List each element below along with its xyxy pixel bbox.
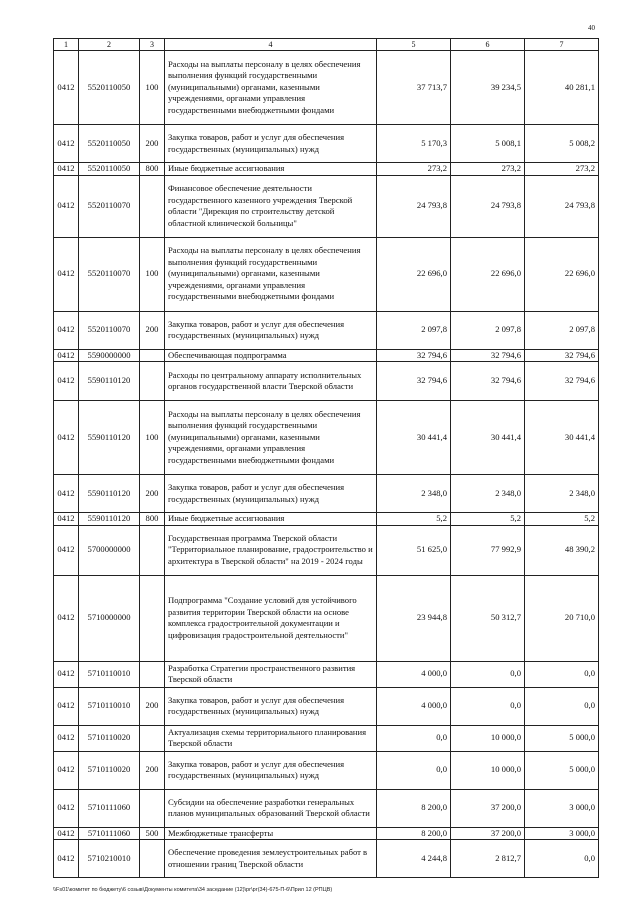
amount-year2-cell: 37 200,0 — [451, 789, 525, 827]
amount-year3-cell: 2 097,8 — [525, 311, 599, 349]
item-name-cell: Обеспечивающая подпрограмма — [165, 349, 377, 362]
amount-year1-cell: 0,0 — [377, 751, 451, 789]
target-article-cell: 5710111060 — [79, 789, 140, 827]
table-row — [54, 840, 599, 878]
table-row — [54, 237, 599, 311]
amount-year1-cell: 4 244,8 — [377, 840, 451, 878]
section-code-cell: 0412 — [54, 687, 79, 725]
amount-year3-cell: 3 000,0 — [525, 789, 599, 827]
amount-year1-cell: 30 441,4 — [377, 401, 451, 475]
target-article-cell: 5520110050 — [79, 125, 140, 163]
item-name-cell: Расходы по центральному аппарату исполнительных органов государственной власти Тверской области — [165, 362, 377, 401]
page-number: 40 — [588, 24, 595, 32]
target-article-cell: 5520110070 — [79, 175, 140, 237]
item-name-cell: Подпрограмма "Создание условий для устойчивого развития территории Тверской области на основе комплекса градостроительной документации и цифровизация градостроительной деятельности" — [165, 575, 377, 661]
expense-type-cell — [140, 840, 165, 878]
target-article-cell: 5710110020 — [79, 751, 140, 789]
amount-year3-cell: 3 000,0 — [525, 827, 599, 840]
expense-type-cell: 200 — [140, 751, 165, 789]
expense-type-cell: 200 — [140, 687, 165, 725]
amount-year3-cell: 40 281,1 — [525, 51, 599, 125]
table-row — [54, 789, 599, 827]
amount-year2-cell: 5,2 — [451, 513, 525, 526]
amount-year2-cell: 39 234,5 — [451, 51, 525, 125]
file-path-footer: \\Fs01\комитет по бюджету\6 созыв\Документы комитета\34 заседание (12)\рг\рг(34)-675-П-6\Прил 12 (РПЦВ) — [53, 887, 333, 893]
target-article-cell: 5710110010 — [79, 661, 140, 687]
amount-year2-cell: 77 992,9 — [451, 525, 525, 575]
table-row — [54, 311, 599, 349]
amount-year3-cell: 32 794,6 — [525, 349, 599, 362]
amount-year2-cell: 2 097,8 — [451, 311, 525, 349]
table-row — [54, 51, 599, 125]
target-article-cell: 5590110120 — [79, 362, 140, 401]
table-row — [54, 349, 599, 362]
item-name-cell: Финансовое обеспечение деятельности государственного казенного учреждения Тверской области "Дирекция по строительству детской областной клинической больницы" — [165, 175, 377, 237]
amount-year3-cell: 5 000,0 — [525, 751, 599, 789]
section-code-cell: 0412 — [54, 125, 79, 163]
amount-year2-cell: 5 008,1 — [451, 125, 525, 163]
table-row — [54, 362, 599, 401]
column-header: 7 — [525, 39, 599, 51]
amount-year3-cell: 32 794,6 — [525, 362, 599, 401]
amount-year2-cell: 273,2 — [451, 163, 525, 176]
section-code-cell: 0412 — [54, 237, 79, 311]
expense-type-cell — [140, 362, 165, 401]
amount-year1-cell: 32 794,6 — [377, 349, 451, 362]
expense-type-cell — [140, 575, 165, 661]
expense-type-cell: 800 — [140, 163, 165, 176]
amount-year1-cell: 0,0 — [377, 725, 451, 751]
expense-type-cell: 100 — [140, 51, 165, 125]
amount-year1-cell: 2 348,0 — [377, 475, 451, 513]
amount-year2-cell: 10 000,0 — [451, 751, 525, 789]
table-row — [54, 661, 599, 687]
amount-year3-cell: 30 441,4 — [525, 401, 599, 475]
section-code-cell: 0412 — [54, 175, 79, 237]
amount-year3-cell: 0,0 — [525, 840, 599, 878]
expense-type-cell — [140, 661, 165, 687]
amount-year2-cell: 30 441,4 — [451, 401, 525, 475]
table-row — [54, 725, 599, 751]
table-row — [54, 475, 599, 513]
expense-type-cell: 200 — [140, 311, 165, 349]
amount-year1-cell: 32 794,6 — [377, 362, 451, 401]
amount-year1-cell: 8 200,0 — [377, 827, 451, 840]
section-code-cell: 0412 — [54, 725, 79, 751]
column-header: 3 — [140, 39, 165, 51]
item-name-cell: Расходы на выплаты персоналу в целях обеспечения выполнения функций государственными (муниципальными) органами, казенными учреждениями, органами управления государственными внебюджетными фондами — [165, 237, 377, 311]
amount-year1-cell: 51 625,0 — [377, 525, 451, 575]
amount-year2-cell: 22 696,0 — [451, 237, 525, 311]
table-row — [54, 163, 599, 176]
target-article-cell: 5520110050 — [79, 163, 140, 176]
target-article-cell: 5520110050 — [79, 51, 140, 125]
section-code-cell: 0412 — [54, 789, 79, 827]
amount-year1-cell: 24 793,8 — [377, 175, 451, 237]
expense-type-cell — [140, 725, 165, 751]
amount-year2-cell: 32 794,6 — [451, 362, 525, 401]
expense-type-cell — [140, 349, 165, 362]
amount-year2-cell: 24 793,8 — [451, 175, 525, 237]
item-name-cell: Межбюджетные трансферты — [165, 827, 377, 840]
amount-year2-cell: 50 312,7 — [451, 575, 525, 661]
item-name-cell: Расходы на выплаты персоналу в целях обеспечения выполнения функций государственными (муниципальными) органами, казенными учреждениями, органами управления государственными внебюджетными фондами — [165, 401, 377, 475]
item-name-cell: Закупка товаров, работ и услуг для обеспечения государственных (муниципальных) нужд — [165, 311, 377, 349]
amount-year1-cell: 8 200,0 — [377, 789, 451, 827]
column-header: 4 — [165, 39, 377, 51]
expense-type-cell: 200 — [140, 125, 165, 163]
expense-type-cell: 100 — [140, 237, 165, 311]
expense-type-cell — [140, 175, 165, 237]
section-code-cell: 0412 — [54, 362, 79, 401]
table-row — [54, 175, 599, 237]
amount-year1-cell: 273,2 — [377, 163, 451, 176]
amount-year1-cell: 23 944,8 — [377, 575, 451, 661]
table-row — [54, 513, 599, 526]
amount-year2-cell: 10 000,0 — [451, 725, 525, 751]
budget-table — [53, 38, 599, 878]
item-name-cell: Государственная программа Тверской области "Территориальное планирование, градостроительство и архитектура в Тверской области" на 2019 - 2024 годы — [165, 525, 377, 575]
table-header-row — [54, 39, 599, 51]
target-article-cell: 5710110010 — [79, 687, 140, 725]
expense-type-cell: 100 — [140, 401, 165, 475]
amount-year3-cell: 5 000,0 — [525, 725, 599, 751]
amount-year3-cell: 20 710,0 — [525, 575, 599, 661]
expense-type-cell: 800 — [140, 513, 165, 526]
expense-type-cell: 500 — [140, 827, 165, 840]
table-row — [54, 751, 599, 789]
target-article-cell: 5590000000 — [79, 349, 140, 362]
target-article-cell: 5590110120 — [79, 401, 140, 475]
target-article-cell: 5590110120 — [79, 513, 140, 526]
amount-year3-cell: 5,2 — [525, 513, 599, 526]
amount-year3-cell: 24 793,8 — [525, 175, 599, 237]
table-row — [54, 401, 599, 475]
target-article-cell: 5710111060 — [79, 827, 140, 840]
target-article-cell: 5520110070 — [79, 311, 140, 349]
table-row — [54, 125, 599, 163]
amount-year1-cell: 2 097,8 — [377, 311, 451, 349]
amount-year3-cell: 0,0 — [525, 661, 599, 687]
item-name-cell: Закупка товаров, работ и услуг для обеспечения государственных (муниципальных) нужд — [165, 125, 377, 163]
amount-year2-cell: 0,0 — [451, 661, 525, 687]
item-name-cell: Обеспечение проведения землеустроительных работ в отношении границ Тверской области — [165, 840, 377, 878]
amount-year1-cell: 4 000,0 — [377, 687, 451, 725]
section-code-cell: 0412 — [54, 349, 79, 362]
amount-year3-cell: 5 008,2 — [525, 125, 599, 163]
amount-year1-cell: 5,2 — [377, 513, 451, 526]
item-name-cell: Расходы на выплаты персоналу в целях обеспечения выполнения функций государственными (муниципальными) органами, казенными учреждениями, органами управления государственными внебюджетными фондами — [165, 51, 377, 125]
table-row — [54, 687, 599, 725]
item-name-cell: Иные бюджетные ассигнования — [165, 513, 377, 526]
target-article-cell: 5700000000 — [79, 525, 140, 575]
amount-year2-cell: 0,0 — [451, 687, 525, 725]
section-code-cell: 0412 — [54, 513, 79, 526]
expense-type-cell: 200 — [140, 475, 165, 513]
section-code-cell: 0412 — [54, 751, 79, 789]
item-name-cell: Закупка товаров, работ и услуг для обеспечения государственных (муниципальных) нужд — [165, 687, 377, 725]
column-header: 6 — [451, 39, 525, 51]
section-code-cell: 0412 — [54, 311, 79, 349]
item-name-cell: Закупка товаров, работ и услуг для обеспечения государственных (муниципальных) нужд — [165, 751, 377, 789]
section-code-cell: 0412 — [54, 51, 79, 125]
amount-year2-cell: 2 812,7 — [451, 840, 525, 878]
section-code-cell: 0412 — [54, 575, 79, 661]
section-code-cell: 0412 — [54, 163, 79, 176]
target-article-cell: 5590110120 — [79, 475, 140, 513]
section-code-cell: 0412 — [54, 401, 79, 475]
amount-year2-cell: 37 200,0 — [451, 827, 525, 840]
target-article-cell: 5710210010 — [79, 840, 140, 878]
amount-year1-cell: 5 170,3 — [377, 125, 451, 163]
section-code-cell: 0412 — [54, 475, 79, 513]
amount-year2-cell: 32 794,6 — [451, 349, 525, 362]
column-header: 2 — [79, 39, 140, 51]
amount-year1-cell: 4 000,0 — [377, 661, 451, 687]
section-code-cell: 0412 — [54, 661, 79, 687]
table-row — [54, 827, 599, 840]
item-name-cell: Актуализация схемы территориального планирования Тверской области — [165, 725, 377, 751]
amount-year3-cell: 48 390,2 — [525, 525, 599, 575]
amount-year1-cell: 37 713,7 — [377, 51, 451, 125]
item-name-cell: Иные бюджетные ассигнования — [165, 163, 377, 176]
amount-year2-cell: 2 348,0 — [451, 475, 525, 513]
table-row — [54, 525, 599, 575]
item-name-cell: Закупка товаров, работ и услуг для обеспечения государственных (муниципальных) нужд — [165, 475, 377, 513]
section-code-cell: 0412 — [54, 827, 79, 840]
amount-year3-cell: 273,2 — [525, 163, 599, 176]
section-code-cell: 0412 — [54, 525, 79, 575]
table-row — [54, 575, 599, 661]
target-article-cell: 5710110020 — [79, 725, 140, 751]
amount-year3-cell: 0,0 — [525, 687, 599, 725]
column-header: 5 — [377, 39, 451, 51]
item-name-cell: Разработка Стратегии пространственного развития Тверской области — [165, 661, 377, 687]
amount-year3-cell: 22 696,0 — [525, 237, 599, 311]
item-name-cell: Субсидии на обеспечение разработки генеральных планов муниципальных образований Тверской области — [165, 789, 377, 827]
amount-year3-cell: 2 348,0 — [525, 475, 599, 513]
expense-type-cell — [140, 525, 165, 575]
column-header: 1 — [54, 39, 79, 51]
amount-year1-cell: 22 696,0 — [377, 237, 451, 311]
expense-type-cell — [140, 789, 165, 827]
section-code-cell: 0412 — [54, 840, 79, 878]
target-article-cell: 5710000000 — [79, 575, 140, 661]
target-article-cell: 5520110070 — [79, 237, 140, 311]
